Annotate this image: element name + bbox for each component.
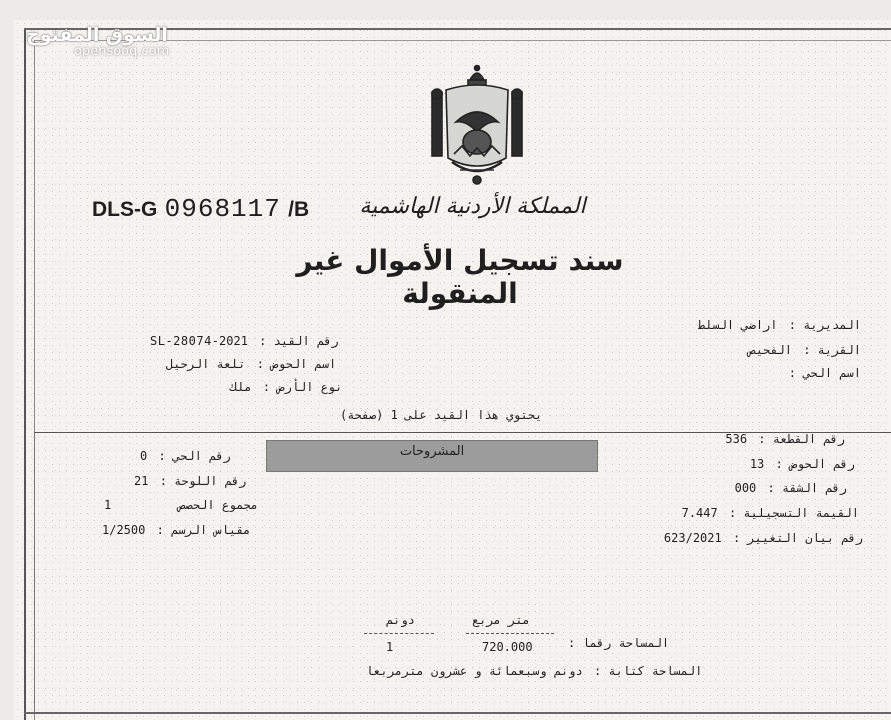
plot-field [725, 432, 845, 446]
document-title: سند تسجيل الأموال غير المنقولة [296, 244, 624, 310]
owner-name: المشروحات [266, 440, 598, 472]
shares-total-value: 1 [104, 498, 112, 512]
neighborhood-label: اسم الحي : [788, 366, 861, 380]
watermark-latin: opensooq.com [74, 44, 170, 59]
scale-label: مقياس الرسم : [156, 523, 251, 537]
board-number-field [134, 474, 246, 488]
column-underline [466, 633, 554, 635]
area-written-field [366, 664, 702, 678]
area-column-dunum: دونم [386, 613, 415, 627]
watermark-arabic: السوق المفتوح [26, 24, 168, 46]
scale-value: 1/2500 [102, 523, 146, 537]
directorate-label: المديرية : [788, 318, 861, 332]
area-written-label: المساحة كتابة : [593, 664, 703, 678]
plot-value: 536 [725, 432, 748, 446]
area-sqm-value: 720.000 [482, 640, 533, 654]
kingdom-name: المملكة الأردنية الهاشمية [359, 194, 586, 219]
district-number-label: رقم الحي : [158, 449, 231, 463]
directorate-field [698, 318, 861, 332]
border-line [24, 28, 26, 720]
village-label: القرية : [803, 343, 861, 357]
record-value: 2021-SL-28074 [150, 334, 248, 348]
land-type-field [230, 380, 342, 394]
serial-suffix: /B [288, 198, 310, 221]
shares-total-label: مجموع الحصص [178, 498, 258, 512]
watermark [26, 24, 176, 59]
basin-name-value: تلعة الرحيل [166, 357, 246, 371]
serial-prefix: DLS-G [92, 198, 158, 221]
area-written-value: دونم وسبعمائة و عشرون مترمربعا [366, 664, 583, 678]
plot-label: رقم القطعة : [758, 432, 845, 446]
board-number-label: رقم اللوحة : [159, 474, 247, 488]
registered-value-label: القيمة التسجيلية : [728, 506, 859, 520]
apartment-value: 000 [734, 481, 757, 495]
column-underline [364, 633, 434, 635]
change-statement-label: رقم بيان التغيير : [732, 531, 863, 545]
change-statement-value: 623/2021 [663, 531, 722, 545]
basin-name-label: اسم الحوض : [256, 357, 337, 371]
record-number-field [150, 334, 339, 348]
district-number-value: 0 [140, 449, 148, 463]
serial-digits: 0968117 [164, 194, 281, 224]
basin-number-value: 13 [749, 457, 765, 471]
coat-of-arms-icon [426, 62, 528, 190]
area-column-sqm: متر مربع [472, 613, 530, 627]
district-number-field [140, 449, 231, 463]
apartment-field [735, 481, 847, 495]
basin-number-label: رقم الحوض : [775, 457, 855, 471]
area-numeric-label: المساحة رقما : [568, 636, 670, 650]
serial-number [92, 194, 309, 224]
registered-value-field [682, 506, 859, 520]
scale-field [102, 523, 251, 537]
registered-value-value: 7.447 [681, 506, 718, 520]
pages-note: يحتوي هذا القيد على 1 (صفحة) [340, 408, 543, 422]
record-label: رقم القيد : [259, 334, 339, 348]
neighborhood-field [785, 366, 861, 380]
land-type-value: ملك [230, 380, 252, 394]
area-dunum-value: 1 [386, 640, 394, 654]
basin-name-field [166, 357, 336, 371]
shares-total-field [104, 498, 258, 512]
basin-number-field [750, 457, 855, 471]
change-statement-field [664, 531, 863, 545]
apartment-label: رقم الشقة : [767, 481, 847, 495]
directorate-value: اراضي السلط [698, 318, 778, 332]
land-type-label: نوع الأرض : [262, 380, 343, 394]
village-field [749, 343, 861, 357]
village-value: الفحيص [748, 343, 792, 357]
board-number-value: 21 [134, 474, 149, 488]
